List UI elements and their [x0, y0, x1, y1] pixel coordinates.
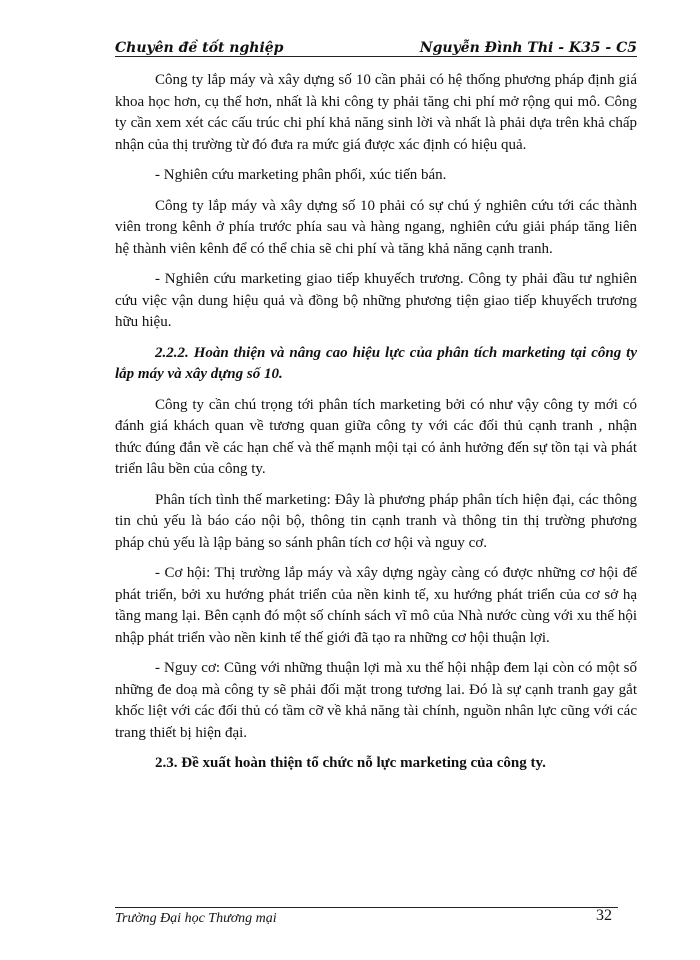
paragraph-opportunity: - Cơ hội: Thị trường lắp máy và xây dựng ngày càng có được những cơ hội để phát triển, bởi xu hướng phát triển của nền kinh tế, xu hướng phát triển của cơ sở hạ tầng mang lại. Bên cạnh đó một số chính sách vĩ mô của Nhà nước cùng với xu thế hội nhập phát triển vào nền kinh tế thế giới đã tạo ra những cơ hội thuận lợi.	[115, 565, 637, 646]
footer-institution: Trường Đại học Thương mại	[115, 911, 277, 926]
header-divider	[115, 56, 637, 57]
page-number: 32	[596, 907, 612, 924]
paragraph-channel: Công ty lắp máy và xây dựng số 10 phải có sự chú ý nghiên cứu tới các thành viên trong kênh ở phía trước phía sau và hàng ngang, nghiên cứu giải pháp tăng liên hệ thành viên kênh để có thể chia sẽ chi phí và tăng khả năng cạnh tranh.	[115, 197, 637, 257]
document-body	[115, 70, 637, 784]
paragraph-situation: Phân tích tình thế marketing: Đây là phương pháp phân tích hiện đại, các thông tin chủ yếu là báo cáo nội bộ, thông tin cạnh tranh và thông tin thị trường phương pháp chủ yếu là lập bảng so sánh phân tích cơ hội và nguy cơ.	[115, 491, 637, 551]
paragraph-distribution-item: - Nghiên cứu marketing phân phối, xúc tiến bán.	[155, 167, 447, 183]
section-heading-2-2-2: 2.2.2. Hoàn thiện và nâng cao hiệu lực của phân tích marketing tại công ty lắp máy và xây dựng số 10.	[115, 344, 637, 382]
footer-divider	[115, 907, 618, 908]
paragraph-threat: - Nguy cơ: Cũng với những thuận lợi mà xu thế hội nhập đem lại còn có một số những đe doạ mà công ty sẽ phải đối mặt trong tương lai. Đó là sự cạnh tranh gay gắt khốc liệt với các đối thủ có tầm cỡ về khả năng tài chính, nguồn nhân lực cũng với các trang thiết bị hiện đại.	[115, 660, 637, 741]
header-author: Nguyễn Đình Thi - K35 - C5	[419, 40, 637, 56]
section-heading-2-3: 2.3. Đề xuất hoàn thiện tổ chức nỗ lực marketing của công ty.	[155, 755, 546, 771]
paragraph-promotion-item: - Nghiên cứu marketing giao tiếp khuyếch trương. Công ty phải đầu tư nghiên cứu việc vận dung hiệu quả và đồng bộ những phương tiện giao tiếp khuyếch trương hữu hiệu.	[115, 271, 637, 330]
paragraph-analysis: Công ty cần chú trọng tới phân tích marketing bởi có như vậy công ty mới có đánh giá khách quan về tương quan giữa công ty với các đối thủ cạnh tranh , nhận thức đúng đắn về các hạn chế và thế mạnh mội tại có ảnh hưởng đến sự tồn tại và phát triển lâu bền của công ty.	[115, 396, 637, 477]
paragraph-pricing: Công ty lắp máy và xây dựng số 10 cần phải có hệ thống phương pháp định giá khoa học hơn, cụ thể hơn, nhất là khi công ty phải tăng chi phí mở rộng qui mô. Công ty cần xem xét các cấu trúc chi phí khả năng sinh lời và nhất là phải dựa trên khả chấp nhận của thị trường từ đó đưa ra mức giá được xác định có hiệu quả.	[115, 72, 637, 153]
header-title: Chuyên đề tốt nghiệp	[115, 40, 284, 56]
